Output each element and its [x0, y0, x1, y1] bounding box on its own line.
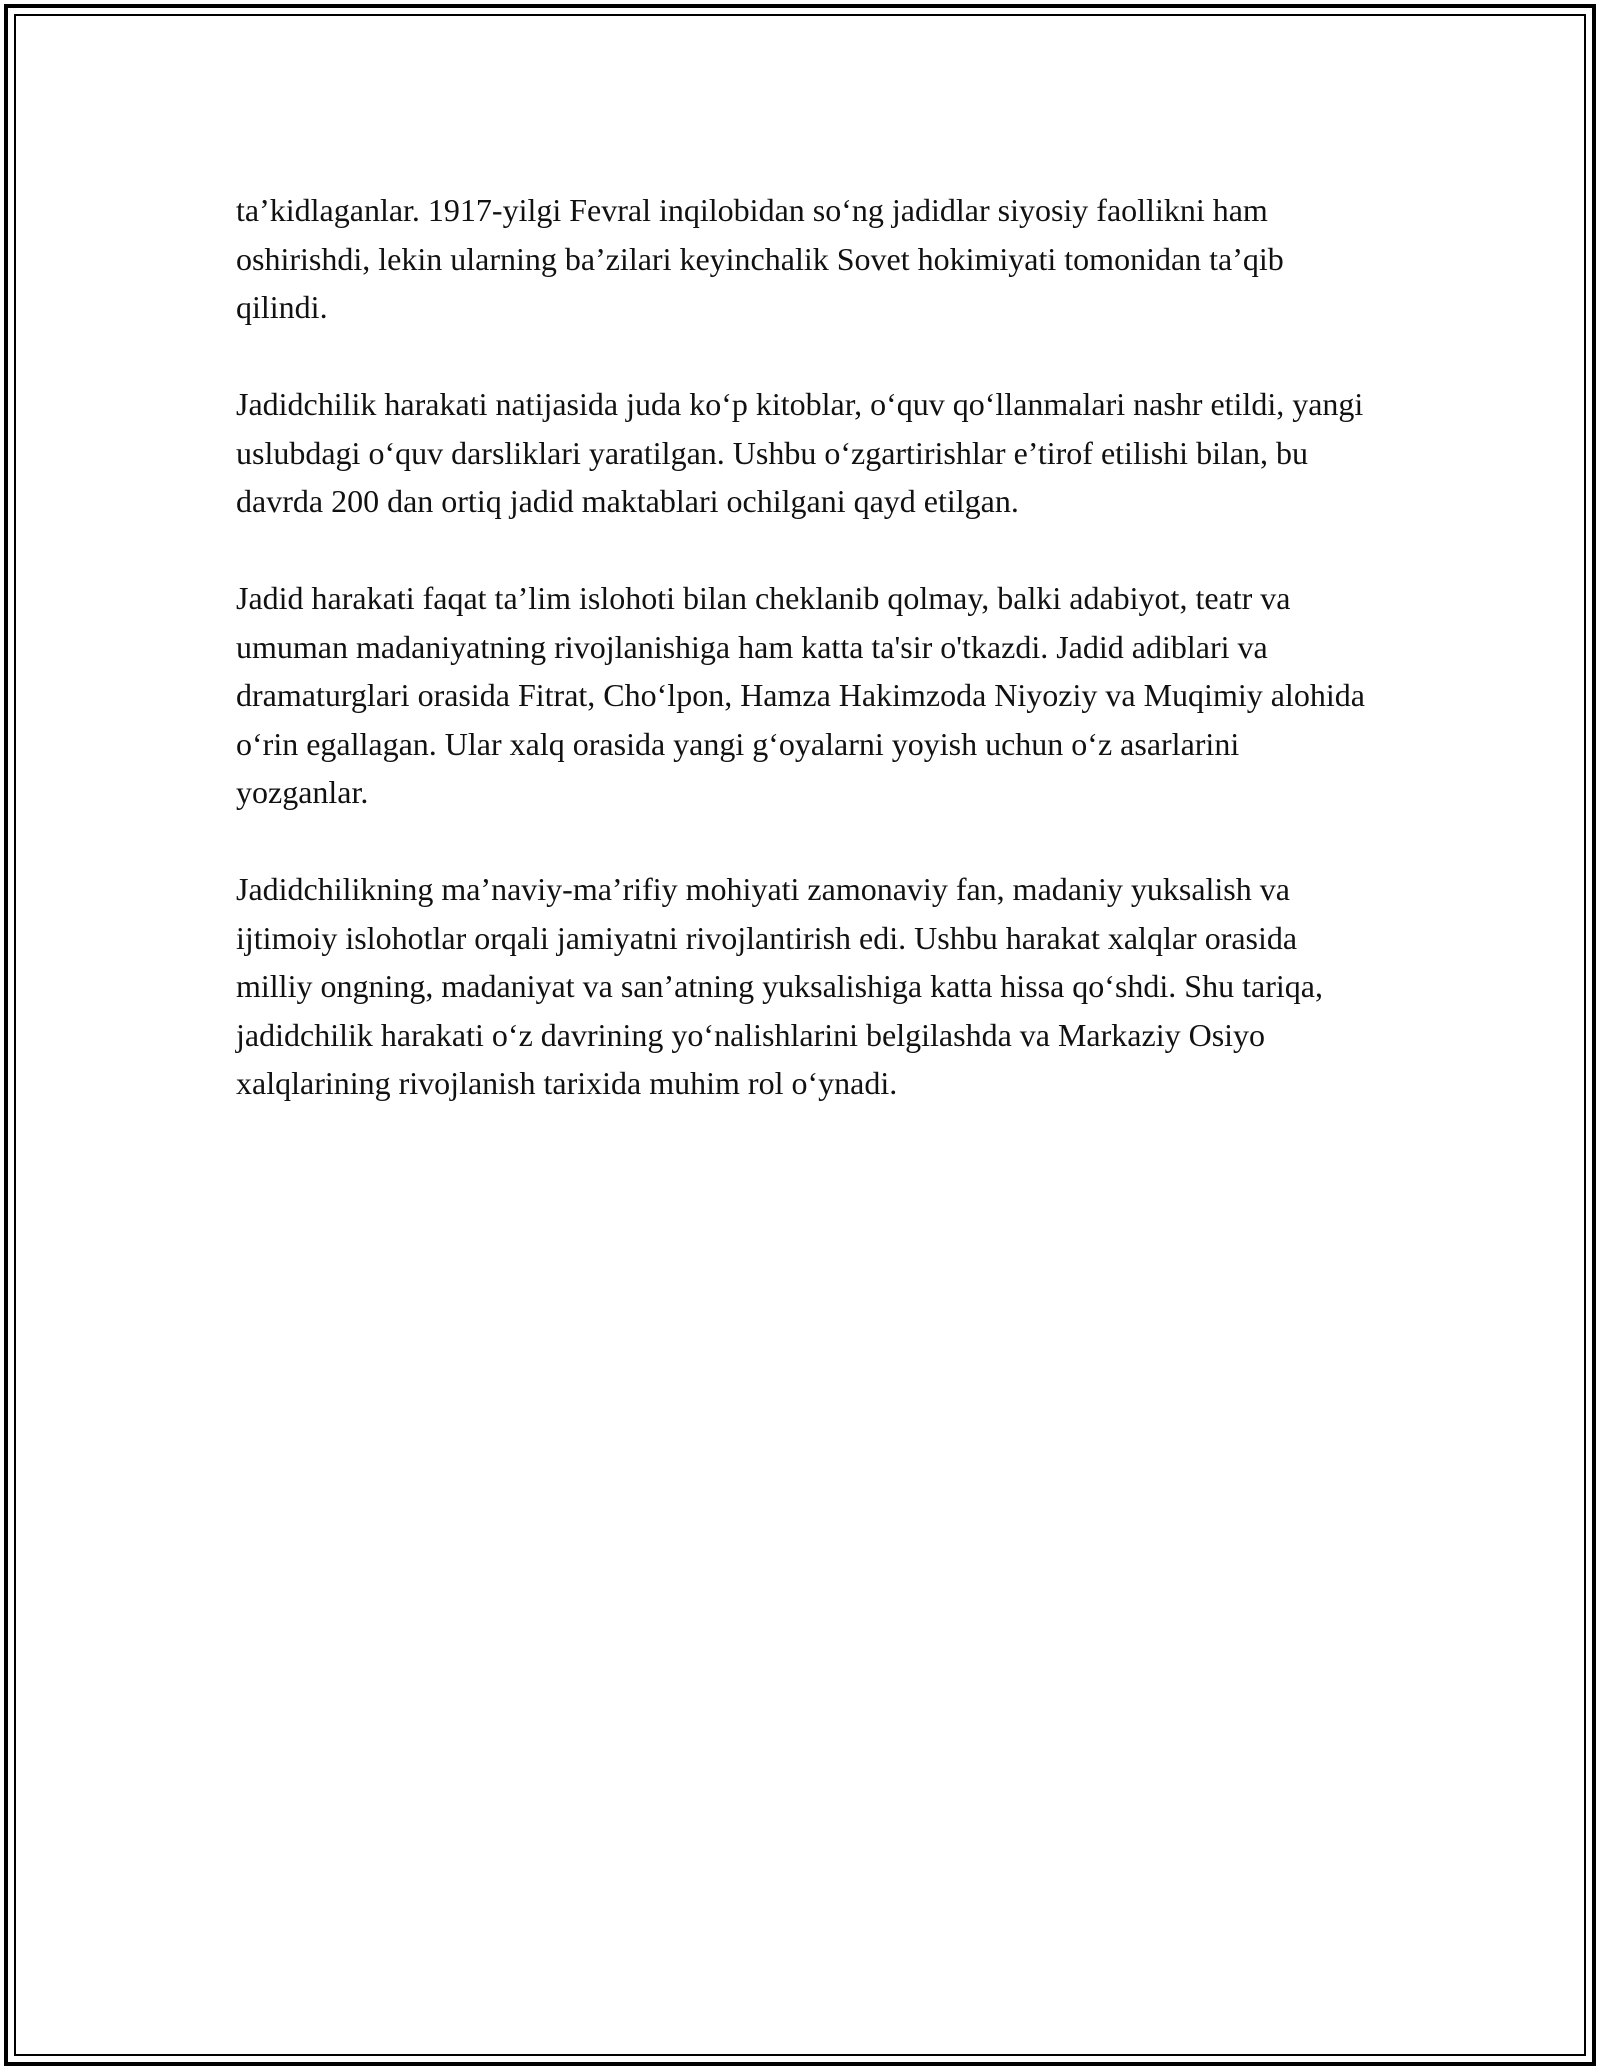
paragraph-1: ta’kidlaganlar. 1917-yilgi Fevral inqilobidan so‘ng jadidlar siyosiy faollikni ham oshirishdi, lekin ularning ba’zilari keyinchalik Sovet hokimiyati tomonidan ta’qib qilindi.: [236, 192, 1284, 325]
paragraph-3: Jadid harakati faqat ta’lim islohoti bilan cheklanib qolmay, balki adabiyot, teatr va umuman madaniyatning rivojlanishiga ham katta ta'sir o'tkazdi. Jadid adiblari va dramaturglari orasida Fitrat, Cho‘lpon, Hamza Hakimzoda Niyoziy va Muqimiy alohida o‘rin egallagan. Ular xalq orasida yangi g‘oyalarni yoyish uchun o‘z asarlarini yozganlar.: [236, 580, 1365, 810]
document-body: [236, 186, 1376, 1156]
paragraph-2: Jadidchilik harakati natijasida juda ko‘p kitoblar, o‘quv qo‘llanmalari nashr etildi, yangi uslubdagi o‘quv darsliklari yaratilgan. Ushbu o‘zgartirishlar e’tirof etilishi bilan, bu davrda 200 dan ortiq jadid maktablari ochilgani qayd etilgan.: [236, 386, 1364, 519]
paragraph-4: Jadidchilikning ma’naviy-ma’rifiy mohiyati zamonaviy fan, madaniy yuksalish va ijtimoiy islohotlar orqali jamiyatni rivojlantirish edi. Ushbu harakat xalqlar orasida milliy ongning, madaniyat va san’atning yuksalishiga katta hissa qo‘shdi. Shu tariqa, jadidchilik harakati o‘z davrining yo‘nalishlarini belgilashda va Markaziy Osiyo xalqlarining rivojlanish tarixida muhim rol o‘ynadi.: [236, 871, 1323, 1101]
